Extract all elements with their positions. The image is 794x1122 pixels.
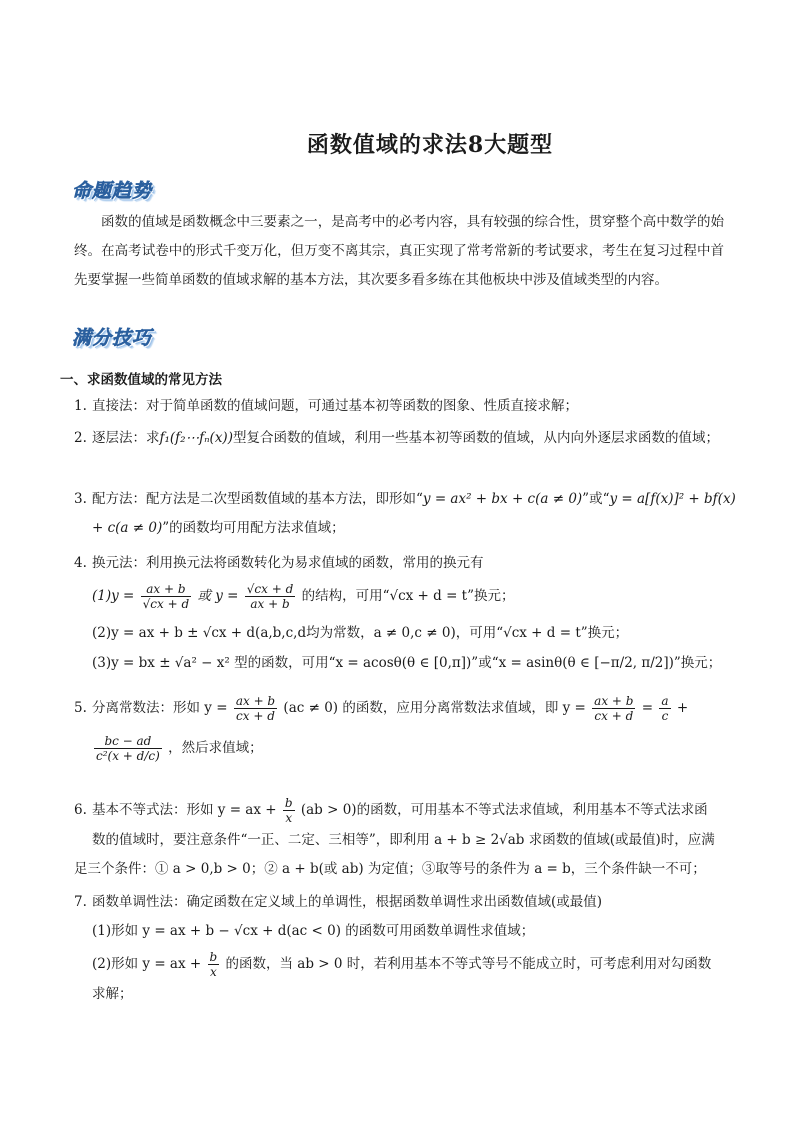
item-number: 1. [74, 398, 87, 414]
method-item-4 [74, 549, 730, 578]
item-text-pre: 逐层法：求 [92, 430, 160, 446]
method-6-line-2: 数的值域时，要注意条件“一正、二定、三相等”，即利用 a + b ≥ 2√ab 求函数的值域(或最值)时，应满 [92, 832, 715, 848]
method-item-5: 5. 分离常数法：形如 y = $\frac{ax + b}{cx + d}$ (ac ≠ 0) 的函数，应用分离常数法求值域，即 y = $\frac{ax + b}{cx + d}$ = $\frac{a}{c}$ + [74, 690, 730, 726]
item-number: 4. [74, 555, 87, 571]
fraction: $\frac{bc - ad}{\text{c²(x + d/c)}}$ [96, 734, 160, 763]
item-number: 7. [74, 894, 87, 910]
item-number: 3. [74, 491, 87, 507]
method-item-6: 6. 基本不等式法：形如 y = ax + $\frac{b}{x}$ (ab > 0)的函数，可用基本不等式法求值域，利用基本不等式法求函 [74, 792, 730, 828]
fraction: $\frac{b}{x}$ [209, 950, 218, 979]
item-text-post: ”的函数均可用配方法求值域； [162, 520, 345, 536]
method-item-1 [74, 392, 730, 421]
skills-badge: 满分技巧 [72, 327, 153, 349]
method-7-sub-1: (1)形如 y = ax + b − √cx + d(ac < 0) 的函数可用函数单调性求值域； [92, 923, 535, 939]
item-expr-2: y = a[f(x)]² + bf(x) + c(a ≠ 0) [92, 491, 736, 536]
intro-paragraph: 函数的值域是函数概念中三要素之一，是高考中的必考内容，具有较强的综合性，贯穿整个高中数学的始终。在高考试卷中的形式千变万化，但万变不离其宗，真正实现了常考常新的考试要求，考生在复习过程中首先要掌握一些简单函数的值域求解的基本方法，其次要多看多练在其他板块中涉及值域类型的内容。 [74, 214, 724, 288]
fraction: $\frac{a}{c}$ [661, 694, 669, 723]
item-number: 6. [74, 802, 87, 818]
method-4-sub-2: (2)y = ax + b ± √cx + d(a,b,c,d均为常数，a ≠ 0,c ≠ 0)，可用“√cx + d = t”换元； [92, 625, 629, 641]
method-7-sub-2-cont: 求解； [92, 986, 133, 1002]
page-title: 函数值域的求法8大题型 [306, 132, 554, 158]
item-number: 2. [74, 430, 87, 446]
item-number: 5. [74, 700, 87, 716]
method-item-3 [74, 485, 748, 543]
item-expr: f₁(f₂⋯fₙ(x)) [159, 430, 233, 446]
item-text-post: 型复合函数的值域，利用一些基本初等函数的值域，从内向外逐层求函数的值域； [232, 430, 719, 446]
item-text-pre: 配方法：配方法是二次型函数值域的基本方法，即形如“ [92, 491, 423, 507]
method-6-line-3: 足三个条件：① a > 0,b > 0；② a + b(或 ab) 为定值；③取等号的条件为 a = b，三个条件缺一不可； [74, 861, 706, 877]
method-5-cont: $\frac{bc - ad}{\text{c²(x + d/c)}}$ ，然后求值域； [96, 734, 263, 763]
item-text-mid: ”或“ [582, 491, 610, 507]
method-item-2 [74, 424, 748, 453]
section-heading: 一、求函数值域的常见方法 [60, 372, 222, 388]
method-item-7: 7. 函数单调性法：确定函数在定义域上的单调性，根据函数单调性求出函数值域(或最值) [74, 888, 730, 917]
item-text: 换元法：利用换元法将函数转化为易求值域的函数，常用的换元有 [92, 555, 484, 571]
fraction: $\frac{ax + b}{cx + d}$ [594, 694, 634, 723]
method-4-sub-1: (1)y = $\frac{ax + b}{√cx + d}$ 或 y = $\frac{√cx + d}{ax + b}$ 的结构，可用“√cx + d = t”换元； [92, 582, 515, 611]
method-7-sub-2: (2)形如 y = ax + $\frac{b}{x}$ 的函数，当 ab > 0 时，若利用基本不等式等号不能成立时，可考虑利用对勾函数 [92, 950, 712, 979]
method-4-sub-3: (3)y = bx ± √a² − x² 型的函数，可用“x = acosθ(θ ∈ [0,π])”或“x = asinθ(θ ∈ [−π/2, π/2])”换元； [92, 655, 722, 671]
trend-badge: 命题趋势 [72, 180, 153, 202]
fraction: $\frac{b}{x}$ [284, 796, 293, 825]
fraction: $\frac{√cx + d}{ax + b}$ [246, 582, 294, 611]
fraction: $\frac{ax + b}{√cx + d}$ [142, 582, 190, 611]
fraction: $\frac{ax + b}{cx + d}$ [235, 694, 276, 723]
item-expr-1: y = ax² + bx + c(a ≠ 0) [422, 491, 583, 507]
item-text: 直接法：对于简单函数的值域问题，可通过基本初等函数的图象、性质直接求解； [92, 398, 578, 414]
